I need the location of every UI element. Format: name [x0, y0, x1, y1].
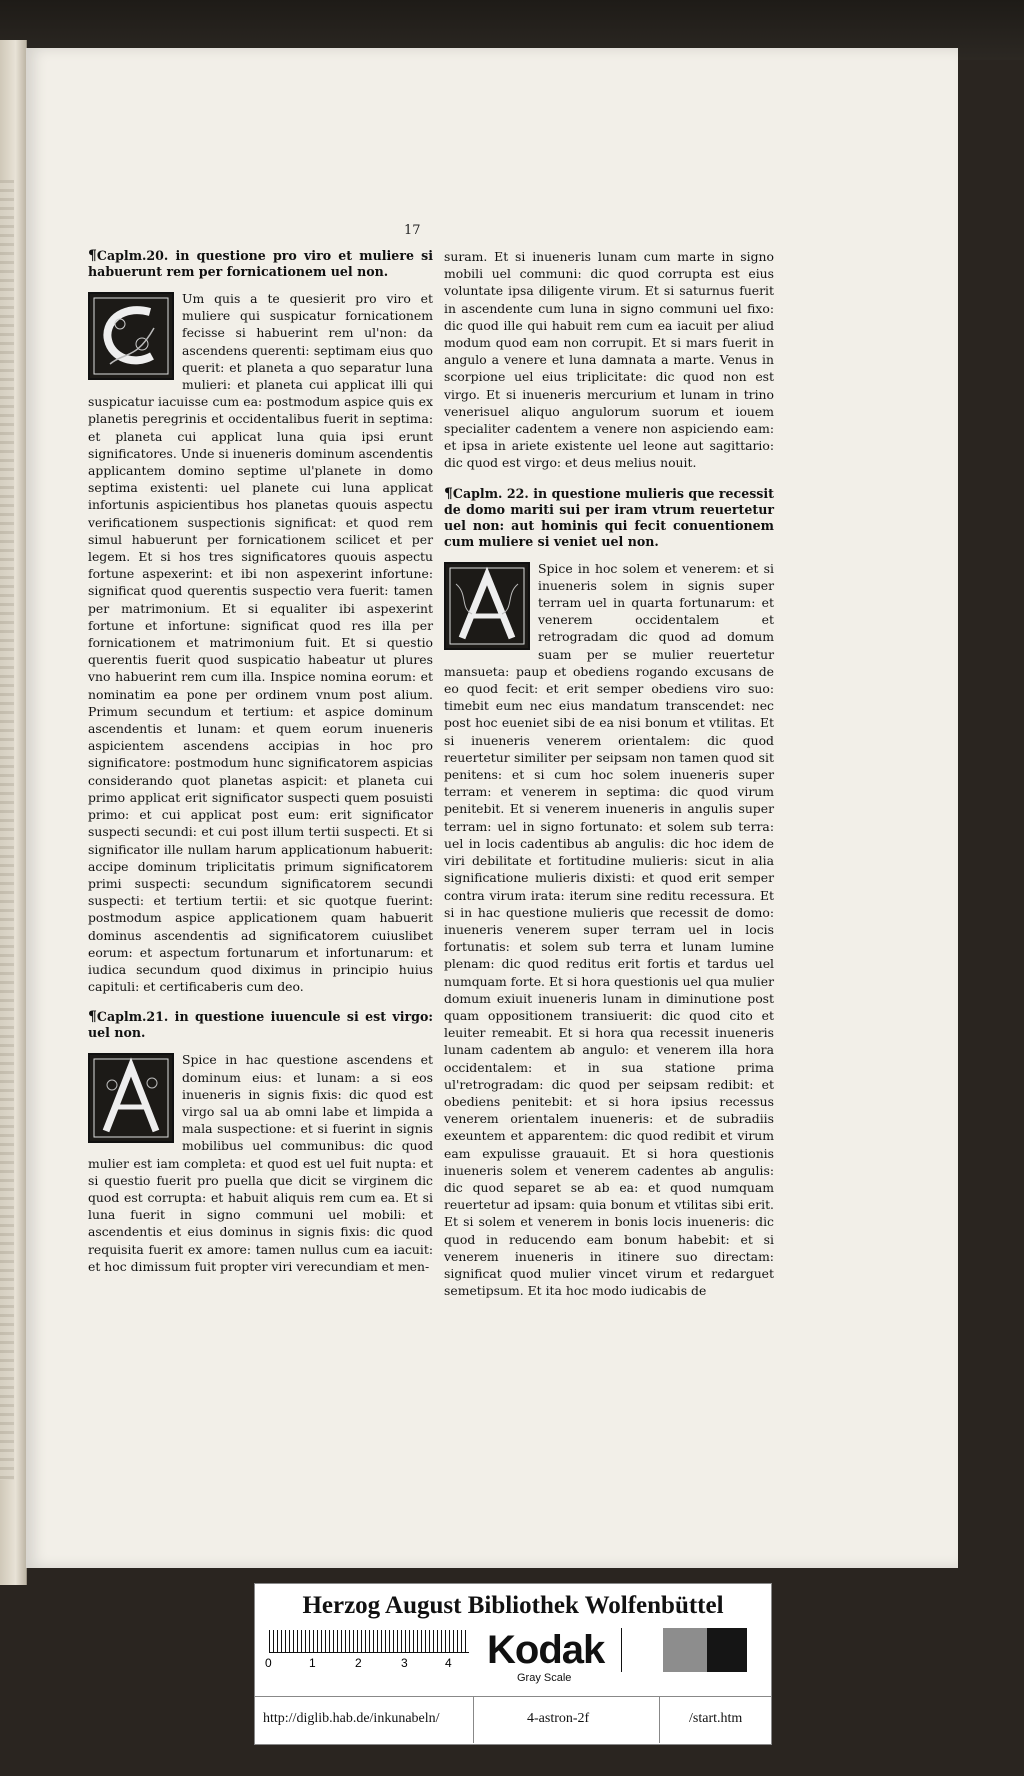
chapter-20-body: [88, 290, 433, 995]
chapter-20-heading: ¶Caplm.20. in questione pro viro et muliere si habuerunt rem per fornicationem uel non.: [88, 248, 433, 279]
ruler-label: 0: [265, 1656, 272, 1670]
chapter-21-text: Spice in hac questione ascendens et dominum eius: et lunam: a si eos inueneris in signis fixis: dic quod est virgo sal ua ab omni labe et limpida a mala suspectione: et si fuerint in signis mobilibus uel communibus: dic quod mulier est iam completa: et quod est uel fuit nupta: et si questio fuerit pro puella que dicit se virginem dic quod est corrupta: et habuit aliquis rem cum ea. Et si luna fuerit in signo communi uel mobili: et ascendentis et eius dominus in signis fixis: dic quod requisita fuerit ex amore: tamen nullus cum ea iacuit: et hoc dimissum fuit propter viri verecundiam et men-: [88, 1052, 433, 1274]
ruler-scale: [269, 1630, 469, 1653]
ruler-label: 4: [445, 1656, 452, 1670]
color-target-card: [254, 1583, 772, 1745]
gray-scale-label: Gray Scale: [517, 1672, 572, 1684]
chapter-20-text: Um quis a te quesierit pro viro et muliere qui suspicatur fornicationem fecisse si habuerint rem ul'non: da ascendens querenti: septimam eius quo querit: et planeta a quo separatur luna mulieri: et planeta cui applicat illi qui suspicatur iacuisse cum ea: postmodum aspice quis ex planetis peregrinis et occidentalibus fuerit in septima: et planeta cui applicat luna quia ipsi erunt significatores. Unde si inueneris dominum ascendentis applicantem domino septime ul'planete in domo septima existenti: uel planete cui luna applicat infortunis aspicientibus hos planetas quouis aspectu verificationem suspectionis significat: et quod rem simul habuerunt per fornicationem scilicet et per legem. Et si hos tres significatores quouis aspectu fortune aspexerint: et ibi non aspexerint infortune: significat quod querentis suspectio vera fuerit: tamen per matrimonium. Et si equaliter ibi aspexerint fortune et infortune: significat quod res illa per fornicationem et matrimonium fuit. Et si questio querentis fuerit quod suspicatio habeatur ut plures vno habuerint rem cum illa. Inspice nomina eorum: et nominatim ea pone per ordinem vnum post alium. Primum secundum et tertium: et aspice dominum ascendentis et lunam: et quem eorum inueneris aspicientem ascendens accipias in hoc pro significatore: postmodum hunc significatorem aspicias considerando quot planetas aspicit: et planeta cui primo applicat erit significator suspecti quem posuisti primo: et cui applicat post eum: erit significator suspecti secundi: et cui post illum tertii suspecti. Et si significator ille nullam harum applicationum habuerit: accipe dominum triplicitatis primum significatorem primi suspecti: secundum significatorem secundi suspecti: et tertium tertii: et sic quotque fuerint: postmodum aspice applicationem quam habuerit dominus ascendentis ad significatorem cuiuslibet eorum: et aspectum fortunarum et infortunarum: et iudica secundum quod diximus in principio huius capituli: et certificaberis cum deo.: [88, 291, 433, 995]
page-number: 17: [404, 223, 421, 238]
left-page-text-strip: [0, 180, 14, 1480]
divider: [659, 1697, 660, 1743]
ruler-label: 3: [401, 1656, 408, 1670]
black-swatch: [707, 1628, 747, 1672]
divider: [473, 1697, 474, 1743]
pilcrow-icon: ¶: [444, 485, 453, 502]
institution-name: Herzog August Bibliothek Wolfenbüttel: [302, 1592, 724, 1619]
left-column: [88, 248, 433, 1289]
chapter-21-heading: ¶Caplm.21. in questione iuuencule si est virgo: uel non.: [88, 1009, 433, 1041]
chapter-21-body: [88, 1051, 433, 1275]
ruler-label: 2: [355, 1656, 362, 1670]
gray-swatch: [663, 1628, 707, 1672]
right-column: [444, 248, 774, 1313]
white-swatch: [621, 1628, 664, 1672]
card-footer: [255, 1696, 771, 1743]
decorated-initial-a-icon: [444, 562, 530, 650]
decorated-initial-c-icon: [88, 292, 174, 380]
pilcrow-icon: ¶: [88, 248, 97, 264]
decorated-initial-a-icon: [88, 1053, 174, 1143]
page-file: /start.htm: [689, 1711, 743, 1726]
chapter-22-text: Spice in hoc solem et venerem: et si inueneris solem in signis super terram uel in quarta fortunarum: et venerem occidentalem et retrogradam dic quod ad domum suam per se mulier reuertetur mansueta: paup et obediens rogando excusans de eo quod fecit: et erit semper obediens viro suo: timebit eum nec eius mandatum transcendet: nec post hoc eueniet sibi de ea nisi bonum et vtilitas. Et si inueneris venerem orientalem: dic quod reuertetur similiter per seipsam non tamen quod sit penitens: et si cum hoc solem inueneris super terram: et venerem in septima: dic quod virum penitebit. Et si venerem inueneris in angulis super terram: uel in signo fortunato: et solem sub terra: uel in locis cadentibus ab angulis: dic hoc idem de viri debilitate et fortitudine mulieris: sicut in alia significatione mulieris dixisti: et quod erit semper contra virum irata: iterum sine reditu recessura. Et si in hac questione mulieris que recessit de domo: inueneris venerem super terram uel in locis fortunatis: et solem sub terra et lunam lumine plenam: dic quod reditus erit fortis et tardus uel numquam forte. Et si hora questionis uel qua mulier domum exiuit inueneris lunam in diminutione post quam oppositionem transiuerit: dic quod cito et leuiter remeabit. Et si hora qua recessit inueneris lunam cadentem ab angulo: et venerem illa hora occidentalem: et in sua statione prima ul'retrogradam: dic quod per seipsam redibit: et obediens penitebit: et si hora ipsius recessus venerem orientalem inueneris: et de subradiis exeuntem et apparentem: dic quod redibit et virum eam expulisse grauauit. Et si hora questionis inueneris solem et venerem cadentes ab angulis: dic quod separet se ab ea: et quod numquam reuertetur ad ipsam: quia bonum et vtilitas sibi erit. Et si solem et venerem in bonis locis inueneris: dic quod in reducendo eam bonum habebit: et si venerem inueneris in itinere suo directam: significat quod mulier vincet virum et redarguet semetipsum. Et ita hoc modo iudicabis de: [444, 560, 774, 1299]
ruler-label: 1: [309, 1656, 316, 1670]
ruler-labels: [265, 1656, 485, 1672]
chapter-22-body: [444, 560, 774, 1300]
chapter-21-continuation: suram. Et si inueneris lunam cum marte in signo mobili uel communi: dic quod corrupta est eius voluntate ipsa diligente virum. Et si saturnus fuerit in ascendente cum luna in signo communi uel fixo: dic quod ille qui habuit rem cum ea iacuit per aliud modum quod eam non corrupit. Et si mars fuerit in angulo a venere et luna damnata a marte. Venus in scorpione uel eius triplicitate: dic quod non est virgo. Et si inueneris mercurium et lunam in trino venerisuel aliquo angulorum suorum et iouem specialiter cadentem a venere non aspiciendo eam: et ipsa in ariete existente uel leone aut sagittario: dic quod est virgo: et deus melius nouit.: [444, 249, 774, 471]
pilcrow-icon: ¶: [88, 1009, 97, 1026]
library-url: http://diglib.hab.de/inkunabeln/: [263, 1711, 440, 1726]
shelfmark: 4-astron-2f: [527, 1711, 590, 1726]
chapter-22-heading: ¶Caplm. 22. in questione mulieris que recessit de domo mariti sui per iram vtrum reuertetur uel non: aut hominis qui fecit conuentionem cum muliere si veniet uel non.: [444, 485, 774, 549]
book-page: [26, 48, 958, 1568]
kodak-logo: Kodak: [487, 1628, 605, 1672]
